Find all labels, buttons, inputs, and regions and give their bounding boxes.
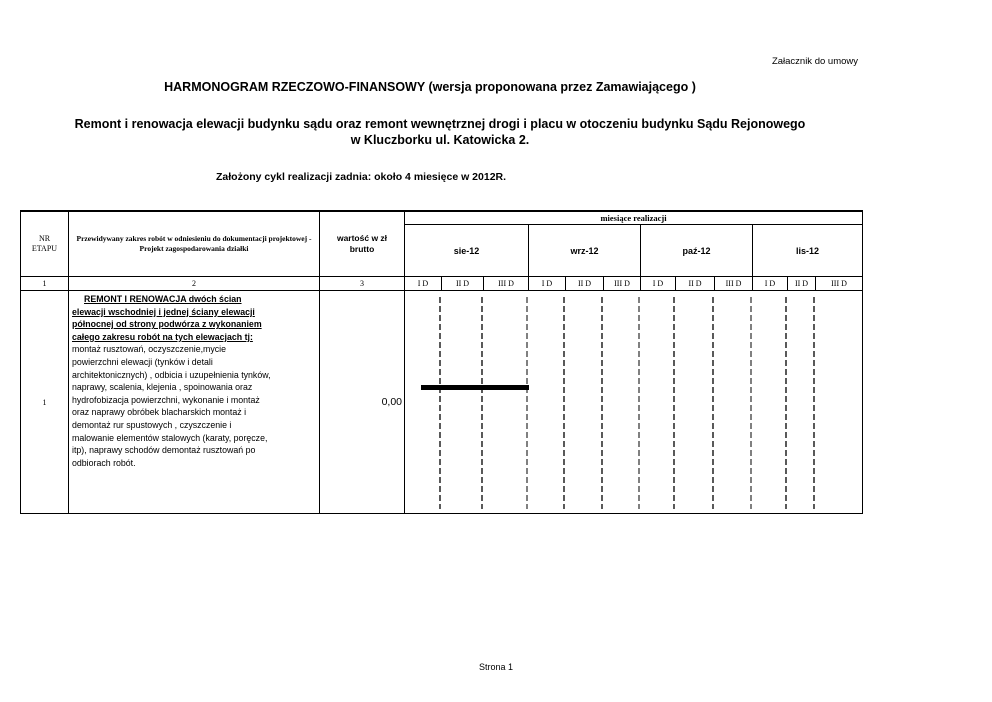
nr-header-line-2: ETAPU: [31, 244, 58, 253]
header-row-top: [21, 211, 863, 225]
description-line: malowanie elementów stalowych (karaty, poręcze,: [72, 432, 268, 443]
decade-label: III D: [604, 277, 641, 291]
decade-label: III D: [484, 277, 529, 291]
description-line: powierzchni elewacji (tynków i detali: [72, 356, 213, 367]
month-header: sie-12: [405, 225, 529, 277]
column-numbering-row: [21, 277, 863, 291]
column-number: 2: [69, 277, 320, 291]
table-row: [21, 291, 863, 514]
decade-label: I D: [529, 277, 566, 291]
description-line: demontaż rur spustowych , czyszczenie i: [72, 419, 232, 430]
subtitle-line-2: w Kluczborku ul. Katowicka 2.: [350, 133, 530, 147]
nr-header: [21, 211, 69, 277]
description-line: północnej od strony podwórza z wykonaniem: [72, 319, 262, 330]
description-line: hydrofobizacja powierzchni, wykonanie i montaż: [72, 394, 260, 405]
month-header: wrz-12: [529, 225, 641, 277]
schedule-table: [20, 210, 863, 514]
subtitle-line-1: Remont i renowacja elewacji budynku sądu oraz remont wewnętrznej drogi i placu w otoczeniu budynku Sądu Rejonowego: [74, 117, 806, 131]
value-header-line-2: brutto: [349, 244, 375, 254]
realization-cycle: Założony cykl realizacji zadnia: około 4 miesięce w 2012R.: [216, 171, 507, 183]
description-line: REMONT I RENOWACJA dwóch ścian: [84, 294, 242, 304]
description-line: całego zakresu robót na tych elewacjach tj:: [72, 331, 253, 342]
value-header-line-1: wartość w zł: [336, 233, 388, 243]
description-line: oraz naprawy obróbek blacharskich montaż i: [72, 407, 247, 418]
description-line: elewacji wschodniej i jednej ściany elewacji: [72, 306, 255, 317]
decade-label: I D: [405, 277, 442, 291]
value-header: [320, 211, 405, 277]
decade-label: II D: [566, 277, 604, 291]
column-number: 1: [21, 277, 69, 291]
nr-header-line-1: NR: [38, 234, 51, 243]
description-line: montaż rusztowań, oczyszczenie,mycie: [72, 344, 227, 355]
description-line: odbiorach robót.: [72, 457, 136, 468]
decade-label: I D: [753, 277, 788, 291]
months-group-header: miesiące realizacji: [405, 211, 863, 225]
column-number: 3: [320, 277, 405, 291]
attachment-note: Załacznik do umowy: [771, 56, 858, 67]
description-line: naprawy, scalenia, klejenia , spoinowania oraz: [72, 382, 253, 393]
decade-label: III D: [715, 277, 753, 291]
description-line: architektonicznych) , odbicia i uzupełnienia tynków,: [72, 369, 271, 380]
month-header: lis-12: [753, 225, 863, 277]
decade-label: II D: [788, 277, 816, 291]
schedule-chart-area: [405, 291, 863, 514]
decade-label: III D: [816, 277, 863, 291]
stage-number: 1: [21, 291, 69, 514]
decade-label: II D: [442, 277, 484, 291]
stage-value: 0,00: [320, 291, 405, 514]
month-header: paź-12: [641, 225, 753, 277]
scope-header: Przewidywany zakres robót w odniesieniu do dokumentacji projektowej - Projekt zagospodarowania działki: [69, 211, 320, 277]
schedule-bar: [421, 385, 529, 390]
document-subtitle: [0, 116, 880, 148]
decade-label: I D: [641, 277, 676, 291]
document-title: HARMONOGRAM RZECZOWO-FINANSOWY (wersja proponowana przez Zamawiającego ): [164, 80, 696, 94]
gantt-chart: [405, 291, 862, 513]
description-line: itp), naprawy schodów demontaż rusztowań po: [72, 445, 256, 456]
stage-description: [69, 291, 320, 514]
page-number: Strona 1: [478, 662, 514, 672]
decade-label: II D: [676, 277, 715, 291]
